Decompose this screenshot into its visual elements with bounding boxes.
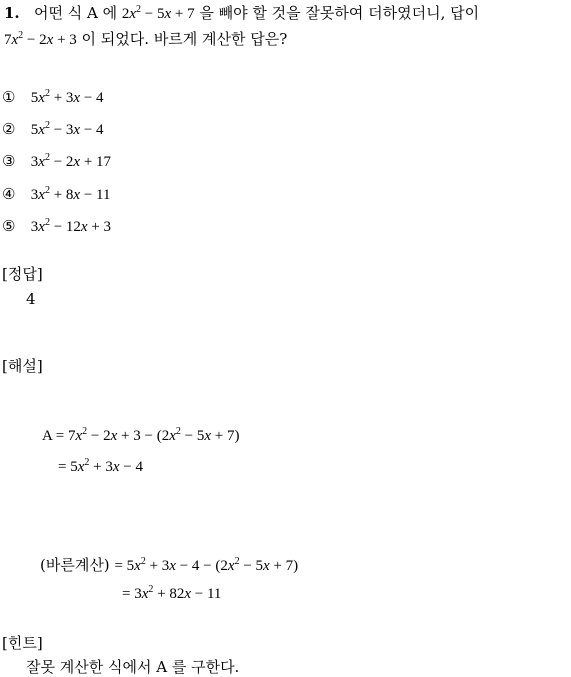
question-line-2 <box>4 28 287 49</box>
choice-5-mark: ⑤ <box>2 217 16 235</box>
explanation-label: [해설] <box>2 357 43 375</box>
choice-3[interactable] <box>2 152 111 171</box>
question-text-line-1: 어떤 식 A 에 $2x^2 - 5x + 7$ 을 빼야 할 것을 잘못하여 더하였더니, 답이 <box>24 4 480 22</box>
choice-5[interactable] <box>2 217 111 236</box>
answer-value: 4 <box>26 290 36 308</box>
explanation-line-2: = $5x^2 + 3x - 4$ <box>58 457 143 475</box>
choice-3-mark: ③ <box>2 152 16 170</box>
choice-1-expr: $5x^2 + 3x - 4$ <box>30 88 104 106</box>
choice-1[interactable] <box>2 88 104 107</box>
choice-2-mark: ② <box>2 120 16 138</box>
question-text-line-2: $7x^2 - 2x + 3$ 이 되었다. 바르게 계산한 답은? <box>4 30 288 48</box>
question-number: 1. <box>4 4 20 22</box>
choice-3-expr: $3x^2 - 2x + 17$ <box>30 152 112 170</box>
hint-label: [힌트] <box>2 634 43 652</box>
question-line-1 <box>4 2 479 23</box>
choice-4-mark: ④ <box>2 185 16 203</box>
choice-1-mark: ① <box>2 88 16 106</box>
choice-4-expr: $3x^2 + 8x - 11$ <box>30 185 111 203</box>
answer-label: [정답] <box>2 265 43 283</box>
explanation-line-1: $A = 7x^2 - 2x + 3 - (2x^2 - 5x + 7)$ <box>42 426 240 444</box>
choice-4[interactable] <box>2 185 111 204</box>
choice-2-expr: $5x^2 - 3x - 4$ <box>30 120 104 138</box>
explanation-line-4: = $3x^2 + 82x - 11$ <box>122 584 222 602</box>
hint-text: 잘못 계산한 식에서 A 를 구한다. <box>26 658 240 676</box>
choice-5-expr: $3x^2 - 12x + 3$ <box>30 217 112 235</box>
choice-2[interactable] <box>2 120 104 139</box>
explanation-line-3: (바른계산) = $5x^2 + 3x - 4 - (2x^2 - 5x + 7)$ <box>40 556 299 574</box>
